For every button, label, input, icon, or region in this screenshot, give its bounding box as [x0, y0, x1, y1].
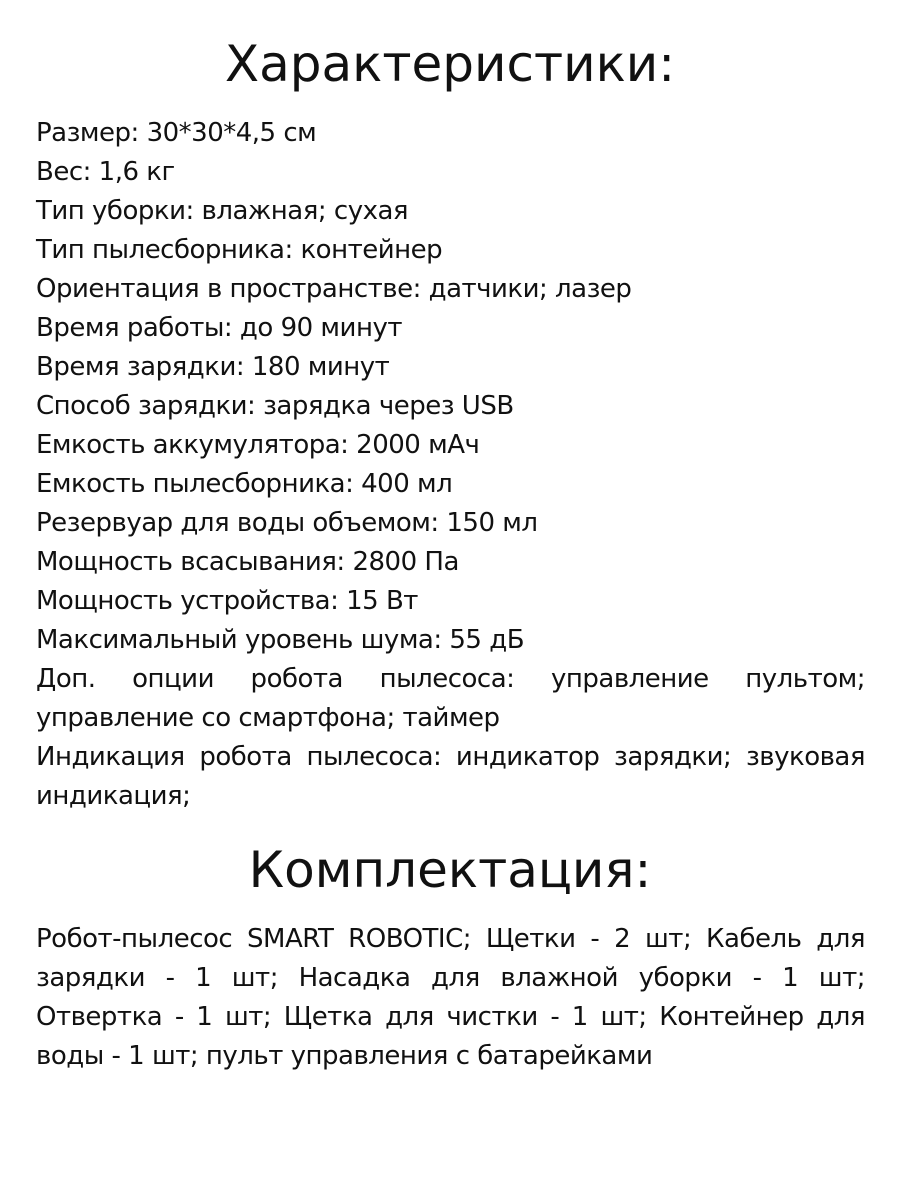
spec-cleaning-type: Тип уборки: влажная; сухая [36, 196, 409, 226]
specs-list [36, 114, 865, 816]
spec-charge-method: Способ зарядки: зарядка через USB [36, 391, 514, 421]
spec-indication: Индикация робота пылесоса: индикатор зарядки; звуковая индикация; [36, 742, 865, 811]
spec-weight: Вес: 1,6 кг [36, 157, 175, 187]
spec-size: Размер: 30*30*4,5 см [36, 118, 317, 148]
spec-dust-capacity: Емкость пылесборника: 400 мл [36, 469, 453, 499]
kit-contents: Робот-пылесос SMART ROBOTIC; Щетки - 2 шт; Кабель для зарядки - 1 шт; Насадка для влажной уборки - 1 шт; Отвертка - 1 шт; Щетка для чистки - 1 шт; Контейнер для воды - 1 шт; пульт управления с батарейками [36, 924, 865, 1071]
spec-charge-time: Время зарядки: 180 минут [36, 352, 390, 382]
spec-device-power: Мощность устройства: 15 Вт [36, 586, 418, 616]
spec-water-tank: Резервуар для воды объемом: 150 мл [36, 508, 538, 538]
spec-noise-level: Максимальный уровень шума: 55 дБ [36, 625, 525, 655]
kit-heading: Комплектация: [248, 841, 652, 899]
spec-dust-collector-type: Тип пылесборника: контейнер [36, 235, 443, 265]
specs-heading: Характеристики: [224, 35, 676, 93]
spec-extra-options: Доп. опции робота пылесоса: управление пультом; управление со смартфона; таймер [36, 664, 865, 733]
spec-battery-capacity: Емкость аккумулятора: 2000 мАч [36, 430, 480, 460]
spec-run-time: Время работы: до 90 минут [36, 313, 402, 343]
spec-orientation: Ориентация в пространстве: датчики; лазер [36, 274, 632, 304]
spec-suction-power: Мощность всасывания: 2800 Па [36, 547, 459, 577]
